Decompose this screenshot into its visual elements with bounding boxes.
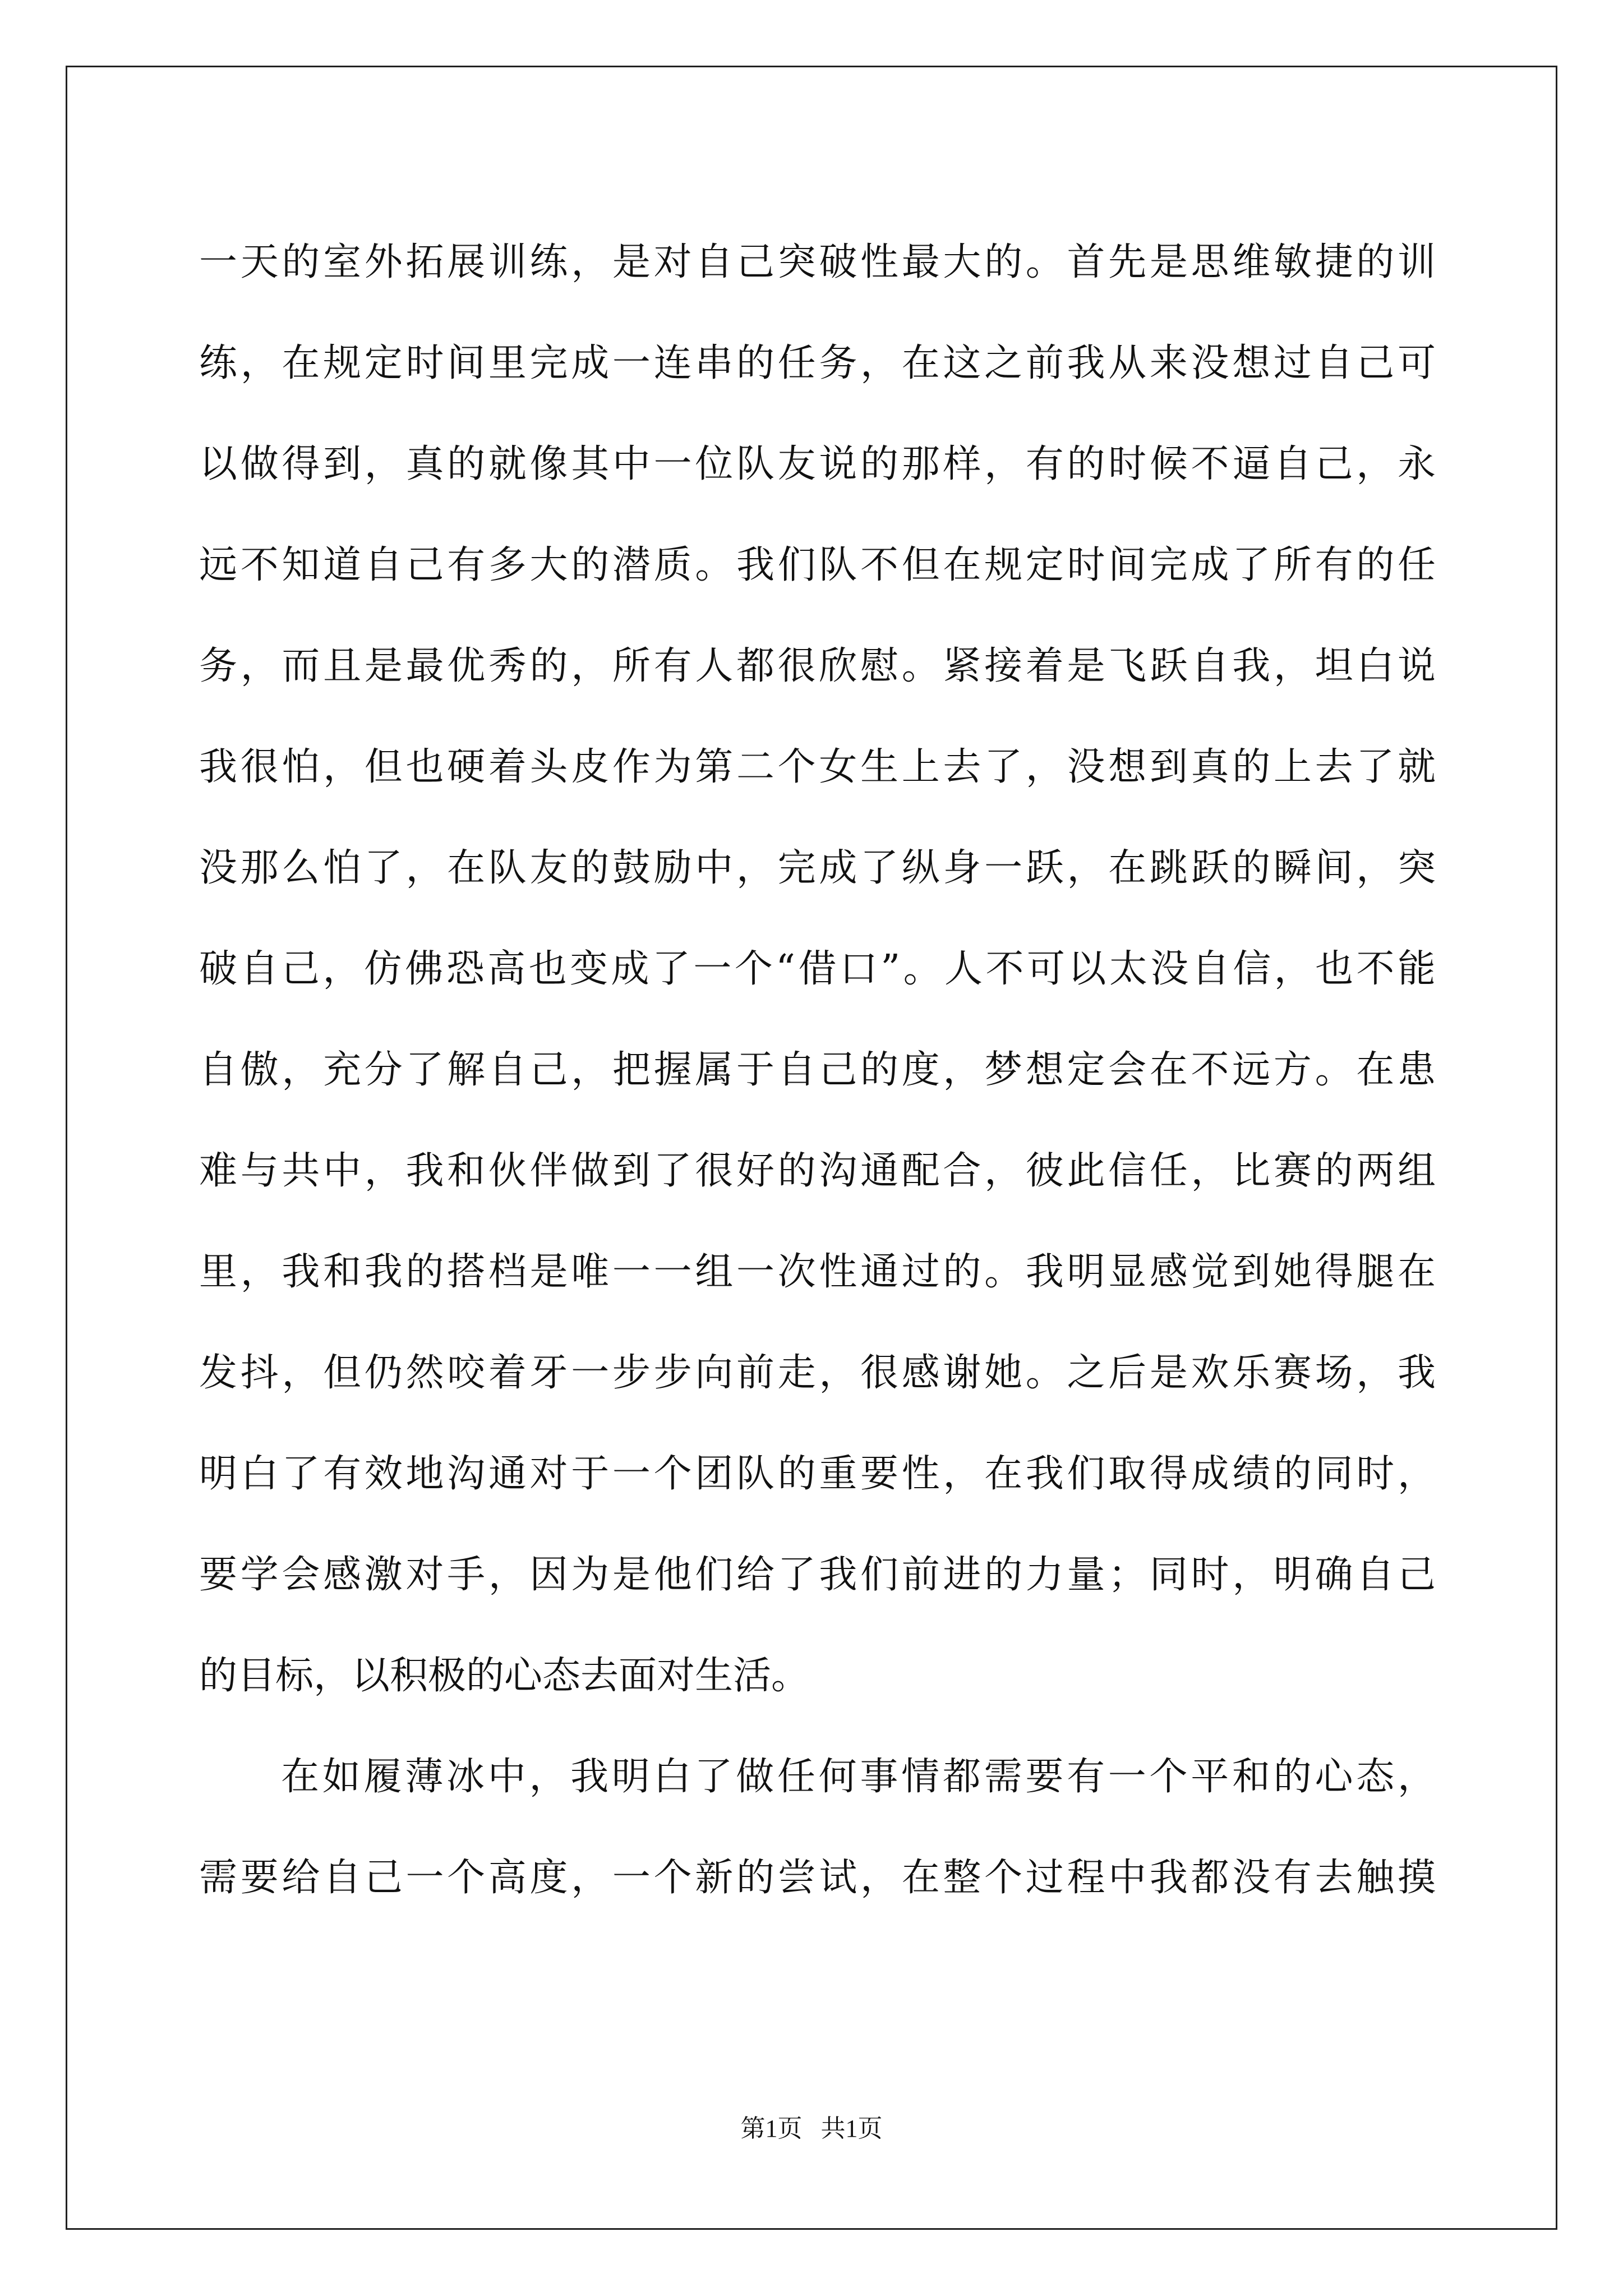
text-line: 发抖，但仍然咬着牙一步步向前走，很感谢她。之后是欢乐赛场，我 [199,1351,1436,1395]
text-line: 没那么怕了，在队友的鼓励中，完成了纵身一跃，在跳跃的瞬间，突 [199,846,1436,890]
text-line: 里，我和我的搭档是唯一一组一次性通过的。我明显感觉到她得腿在 [199,1250,1436,1294]
text-line: 我很怕，但也硬着头皮作为第二个女生上去了，没想到真的上去了就 [199,745,1436,789]
text-line: 自傲，充分了解自己，把握属于自己的度，梦想定会在不远方。在患 [199,1048,1436,1092]
text-line: 在如履薄冰中，我明白了做任何事情都需要有一个平和的心态， [281,1755,1436,1799]
text-line: 破自己，仿佛恐高也变成了一个“借口”。人不可以太没自信，也不能 [199,947,1436,991]
text-line: 一天的室外拓展训练，是对自己突破性最大的。首先是思维敏捷的训 [199,240,1436,284]
text-line: 远不知道自己有多大的潜质。我们队不但在规定时间完成了所有的任 [199,543,1436,587]
page-number-footer: 第1页 共1页 [740,2115,883,2142]
text-line: 练，在规定时间里完成一连串的任务，在这之前我从来没想过自己可 [199,341,1436,385]
text-line: 以做得到，真的就像其中一位队友说的那样，有的时候不逼自己，永 [199,442,1436,486]
text-line: 务，而且是最优秀的，所有人都很欣慰。紧接着是飞跃自我，坦白说 [199,644,1436,688]
text-line: 要学会感激对手，因为是他们给了我们前进的力量；同时，明确自己 [199,1553,1436,1597]
text-line: 难与共中，我和伙伴做到了很好的沟通配合，彼此信任，比赛的两组 [199,1149,1436,1193]
text-line: 的目标，以积极的心态去面对生活。 [199,1654,810,1698]
text-line: 需要给自己一个高度，一个新的尝试，在整个过程中我都没有去触摸 [199,1856,1436,1900]
document-body [199,212,1436,1929]
text-line: 明白了有效地沟通对于一个团队的重要性，在我们取得成绩的同时， [199,1452,1436,1496]
